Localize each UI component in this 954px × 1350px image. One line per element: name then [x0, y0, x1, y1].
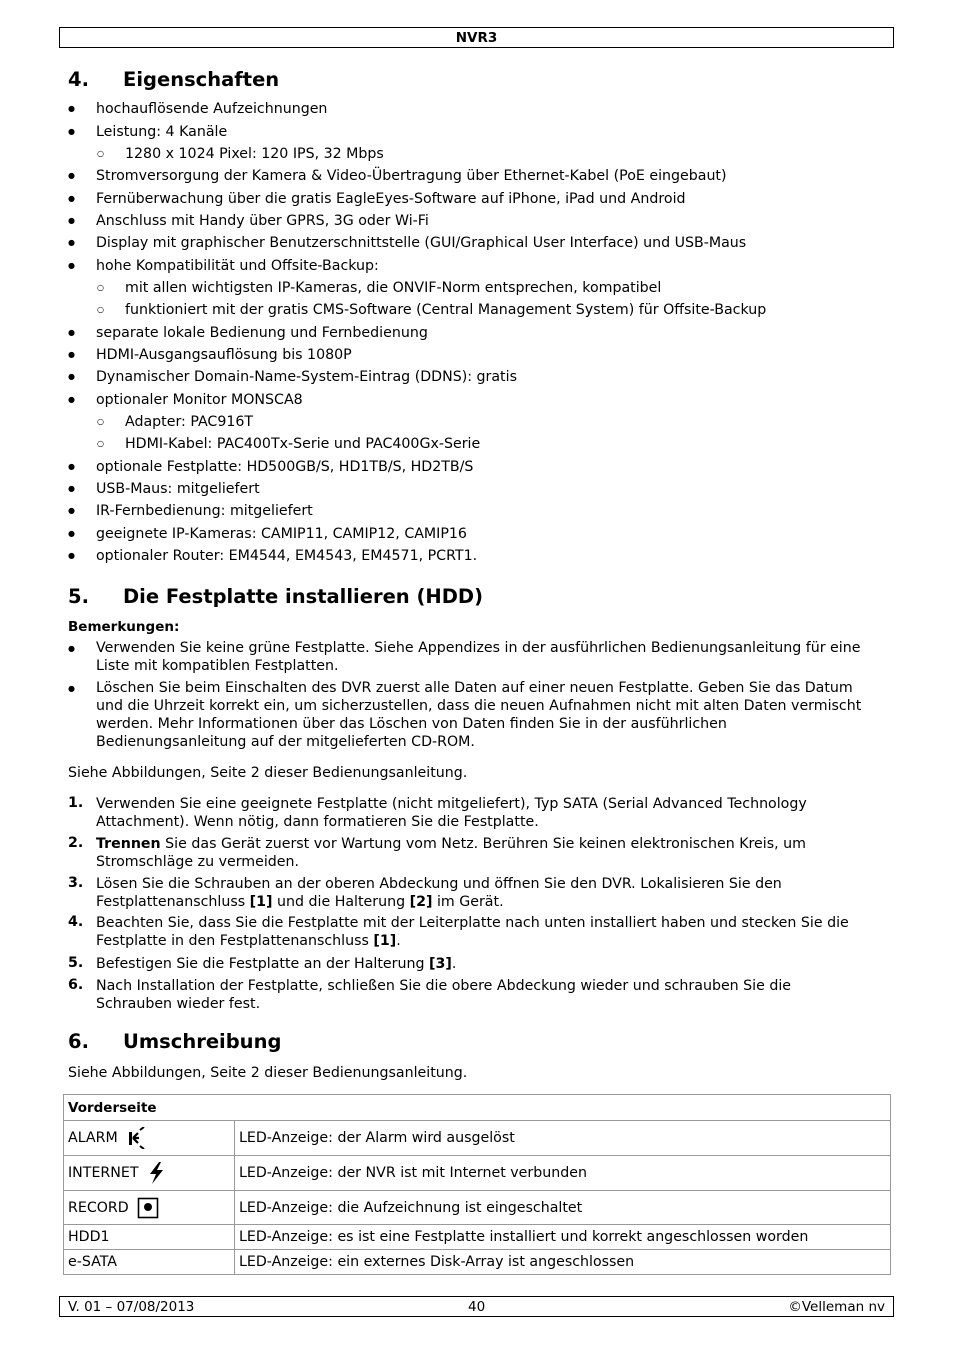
step-number: 3.: [68, 875, 84, 891]
footer-version: V. 01 – 07/08/2013: [68, 1299, 195, 1315]
step-emphasis: [2]: [409, 894, 433, 910]
bullet-icon: ●: [68, 684, 75, 693]
bullet-icon: ●: [68, 395, 75, 404]
page-header: [59, 27, 894, 48]
step-fragment: Festplattenanschluss: [96, 894, 250, 910]
remark-line: Löschen Sie beim Einschalten des DVR zuerst alle Daten auf einer neuen Festplatte. Geben Sie das Datum: [96, 680, 853, 696]
row-label-cell: e-SATA: [64, 1250, 235, 1275]
page-footer: [59, 1296, 894, 1317]
list-item: Dynamischer Domain-Name-System-Eintrag (DDNS): gratis: [96, 369, 517, 385]
list-item: mit allen wichtigsten IP-Kameras, die ONVIF-Norm entsprechen, kompatibel: [125, 280, 662, 296]
list-item: funktioniert mit der gratis CMS-Software (Central Management System) für Offsite-Backup: [125, 302, 767, 318]
list-item: Adapter: PAC916T: [125, 414, 254, 430]
list-item: HDMI-Ausgangsauflösung bis 1080P: [96, 347, 352, 363]
step-emphasis: [1]: [373, 933, 397, 949]
table-row: [64, 1156, 891, 1191]
bullet-icon: ●: [68, 261, 75, 270]
row-desc-cell: LED-Anzeige: die Aufzeichnung ist eingeschaltet: [235, 1191, 891, 1225]
list-item: HDMI-Kabel: PAC400Tx-Serie und PAC400Gx-Serie: [125, 436, 481, 452]
bullet-icon: ●: [68, 328, 75, 337]
table-header: Vorderseite: [64, 1095, 891, 1121]
step-fragment: Attachment). Wenn nötig, dann formatieren Sie die Festplatte.: [96, 814, 539, 830]
row-desc-cell: LED-Anzeige: ein externes Disk-Array ist angeschlossen: [235, 1250, 891, 1275]
step-text: [96, 977, 791, 1013]
list-item: geeignete IP-Kameras: CAMIP11, CAMIP12, CAMIP16: [96, 526, 467, 542]
section-5-heading: 5. Die Festplatte installieren (HDD): [68, 585, 483, 608]
list-item: optionaler Monitor MONSCA8: [96, 392, 303, 408]
bullet-icon: ●: [68, 238, 75, 247]
bullet-icon: ●: [68, 484, 75, 493]
record-icon: [137, 1197, 159, 1219]
bullet-icon: ●: [68, 644, 75, 653]
bullet-icon: ●: [68, 372, 75, 381]
step-fragment: Lösen Sie die Schrauben an der oberen Abdeckung und öffnen Sie den DVR. Lokalisieren Sie den: [96, 876, 782, 892]
step-number: 5.: [68, 955, 84, 971]
sub-bullet-icon: ○: [97, 305, 104, 314]
front-panel-table: [63, 1094, 891, 1275]
step-fragment: Schrauben wieder fest.: [96, 996, 261, 1012]
sub-bullet-icon: ○: [97, 149, 104, 158]
row-label-cell: RECORD: [64, 1191, 235, 1225]
bullet-icon: ●: [68, 216, 75, 225]
list-item: separate lokale Bedienung und Fernbedienung: [96, 325, 428, 341]
step-fragment: Beachten Sie, dass Sie die Festplatte mit der Leiterplatte nach unten installiert haben und stecken Sie die: [96, 915, 849, 931]
list-item: USB-Maus: mitgeliefert: [96, 481, 260, 497]
row-desc-cell: LED-Anzeige: es ist eine Festplatte installiert und korrekt angeschlossen worden: [235, 1225, 891, 1250]
list-item: Leistung: 4 Kanäle: [96, 124, 228, 140]
footer-copyright: ©Velleman nv: [788, 1299, 885, 1315]
sub-bullet-icon: ○: [97, 417, 104, 426]
bullet-icon: ●: [68, 350, 75, 359]
remark-line: Liste mit kompatiblen Festplatten.: [96, 658, 339, 674]
list-item: Display mit graphischer Benutzerschnittstelle (GUI/Graphical User Interface) und USB-Maus: [96, 235, 747, 251]
table-row: [64, 1121, 891, 1156]
step-fragment: .: [451, 956, 457, 972]
footer-page-number: 40: [468, 1299, 486, 1315]
step-fragment: Verwenden Sie eine geeignete Festplatte (nicht mitgeliefert), Typ SATA (Serial Advanced Technology: [96, 796, 807, 812]
list-item: IR-Fernbedienung: mitgeliefert: [96, 503, 313, 519]
step-number: 6.: [68, 977, 84, 993]
table-row: [64, 1225, 891, 1250]
list-item: Anschluss mit Handy über GPRS, 3G oder Wi-Fi: [96, 213, 429, 229]
list-item: hochauflösende Aufzeichnungen: [96, 101, 328, 117]
remark-line: und die Uhrzeit korrekt ein, um sicherzustellen, dass die neuen Aufnahmen nicht mit alten Daten vermischt: [96, 698, 862, 714]
alarm-icon: [126, 1127, 148, 1149]
step-number: 1.: [68, 795, 84, 811]
bullet-icon: ●: [68, 171, 75, 180]
step-text: [96, 795, 807, 831]
bullet-icon: ●: [68, 127, 75, 136]
step-fragment: im Gerät.: [432, 894, 504, 910]
bullet-icon: ●: [68, 551, 75, 560]
step-fragment: Befestigen Sie die Festplatte an der Halterung: [96, 956, 429, 972]
sub-bullet-icon: ○: [97, 283, 104, 292]
step-emphasis: Trennen: [96, 836, 161, 852]
header-title: NVR3: [455, 30, 498, 46]
section-4-heading: 4. Eigenschaften: [68, 68, 280, 91]
row-desc-cell: LED-Anzeige: der Alarm wird ausgelöst: [235, 1121, 891, 1156]
section-6-heading: 6. Umschreibung: [68, 1030, 282, 1053]
bullet-icon: ●: [68, 104, 75, 113]
lightning-icon: [147, 1162, 165, 1184]
step-text: [96, 955, 456, 973]
step-fragment: und die Halterung: [272, 894, 410, 910]
remark-line: Verwenden Sie keine grüne Festplatte. Siehe Appendizes in der ausführlichen Bedienungsanleitung für eine: [96, 640, 861, 656]
step-number: 2.: [68, 835, 84, 851]
step-text: [96, 875, 782, 911]
bullet-icon: ●: [68, 529, 75, 538]
row-label-cell: ALARM: [64, 1121, 235, 1156]
table-row: [64, 1191, 891, 1225]
step-fragment: .: [396, 933, 401, 949]
list-item: optionale Festplatte: HD500GB/S, HD1TB/S, HD2TB/S: [96, 459, 474, 475]
step-fragment: Nach Installation der Festplatte, schließen Sie die obere Abdeckung wieder und schrauben Sie die: [96, 978, 792, 994]
step-text: [96, 914, 849, 950]
bullet-icon: ●: [68, 194, 75, 203]
sub-bullet-icon: ○: [97, 439, 104, 448]
step-fragment: Sie das Gerät zuerst vor Wartung vom Netz. Berühren Sie keinen elektronischen Kreis, um: [160, 836, 806, 852]
list-item: optionaler Router: EM4544, EM4543, EM4571, PCRT1.: [96, 548, 478, 564]
list-item: Fernüberwachung über die gratis EagleEyes-Software auf iPhone, iPad und Android: [96, 191, 686, 207]
remarks-label: Bemerkungen:: [68, 619, 180, 635]
remark-line: Bedienungsanleitung auf der mitgelieferten CD-ROM.: [96, 734, 475, 750]
step-number: 4.: [68, 914, 84, 930]
see-figures-text-2: Siehe Abbildungen, Seite 2 dieser Bedienungsanleitung.: [68, 1065, 468, 1081]
list-item: Stromversorgung der Kamera & Video-Übertragung über Ethernet-Kabel (PoE eingebaut): [96, 168, 727, 184]
row-label-cell: INTERNET: [64, 1156, 235, 1191]
step-text: [96, 835, 806, 871]
step-fragment: Stromschläge zu vermeiden.: [96, 854, 300, 870]
table-row: [64, 1250, 891, 1275]
list-item: hohe Kompatibilität und Offsite-Backup:: [96, 258, 379, 274]
step-emphasis: [1]: [249, 894, 273, 910]
row-desc-cell: LED-Anzeige: der NVR ist mit Internet verbunden: [235, 1156, 891, 1191]
bullet-icon: ●: [68, 506, 75, 515]
step-fragment: Festplatte in den Festplattenanschluss: [96, 933, 374, 949]
see-figures-text: Siehe Abbildungen, Seite 2 dieser Bedienungsanleitung.: [68, 765, 468, 781]
step-emphasis: [3]: [428, 956, 452, 972]
list-item: 1280 x 1024 Pixel: 120 IPS, 32 Mbps: [125, 146, 384, 162]
remark-line: werden. Mehr Informationen über das Löschen von Daten finden Sie in der ausführlichen: [96, 716, 727, 732]
row-label-cell: HDD1: [64, 1225, 235, 1250]
bullet-icon: ●: [68, 462, 75, 471]
